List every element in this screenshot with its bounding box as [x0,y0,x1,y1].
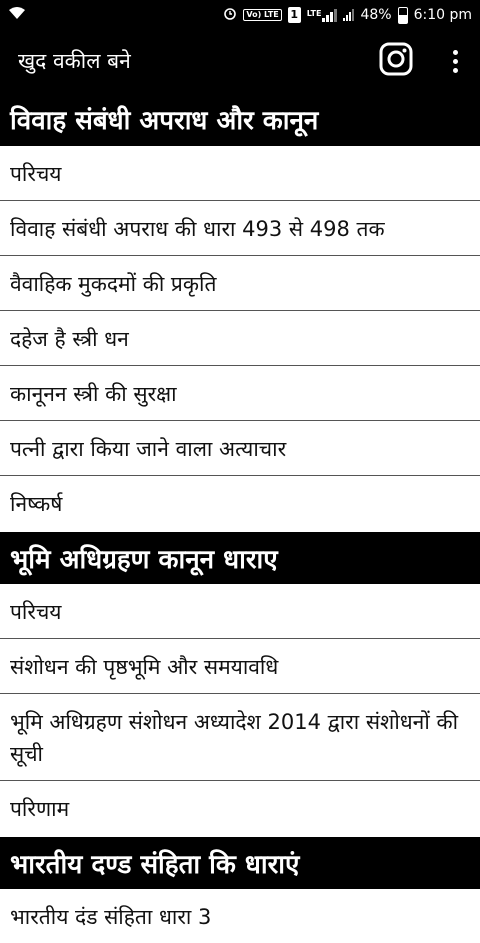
instagram-button[interactable] [378,43,414,79]
alarm-icon [223,6,237,24]
instagram-icon [379,42,413,80]
list-item[interactable]: भूमि अधिग्रहण संशोधन अध्यादेश 2014 द्वारा संशोधनों की सूची [0,694,480,781]
clock: 6:10 pm [413,7,472,23]
wifi-icon [8,6,26,24]
sim-indicator: 1 [288,7,301,23]
section-header: भूमि अधिग्रहण कानून धाराए [0,530,480,584]
battery-percent: 48% [360,7,392,23]
status-left [8,6,26,24]
section-header: विवाह संबंधी अपराध और कानून [0,92,480,146]
list-item[interactable]: परिचय [0,584,480,639]
status-right [223,6,472,24]
list-item[interactable]: निष्कर्ष [0,476,480,530]
list-item[interactable]: परिणाम [0,781,480,835]
list-item[interactable]: पत्नी द्वारा किया जाने वाला अत्याचार [0,421,480,476]
list-item[interactable]: भारतीय दंड संहिता धारा 3 [0,889,480,943]
list-item[interactable]: विवाह संबंधी अपराध की धारा 493 से 498 तक [0,201,480,256]
battery-icon [398,7,408,24]
section-header: भारतीय दण्ड संहिता कि धाराएं [0,835,480,889]
more-vert-icon [453,50,458,55]
list-item[interactable]: दहेज है स्त्री धन [0,311,480,366]
lte-signal-icon [307,9,338,22]
signal-strength-icon [343,9,354,21]
volte-indicator: Vo) LTE [243,9,281,21]
app-bar [0,30,480,92]
list-item[interactable]: संशोधन की पृष्ठभूमि और समयावधि [0,639,480,694]
list-item[interactable]: कानूनन स्त्री की सुरक्षा [0,366,480,421]
status-bar [0,0,480,30]
lte-label: LTE [306,8,322,18]
list-item[interactable]: परिचय [0,146,480,201]
more-options-button[interactable] [440,41,470,81]
list-item[interactable]: वैवाहिक मुकदमों की प्रकृति [0,256,480,311]
content-list [0,92,480,929]
app-title: खुद वकील बने [18,49,131,73]
